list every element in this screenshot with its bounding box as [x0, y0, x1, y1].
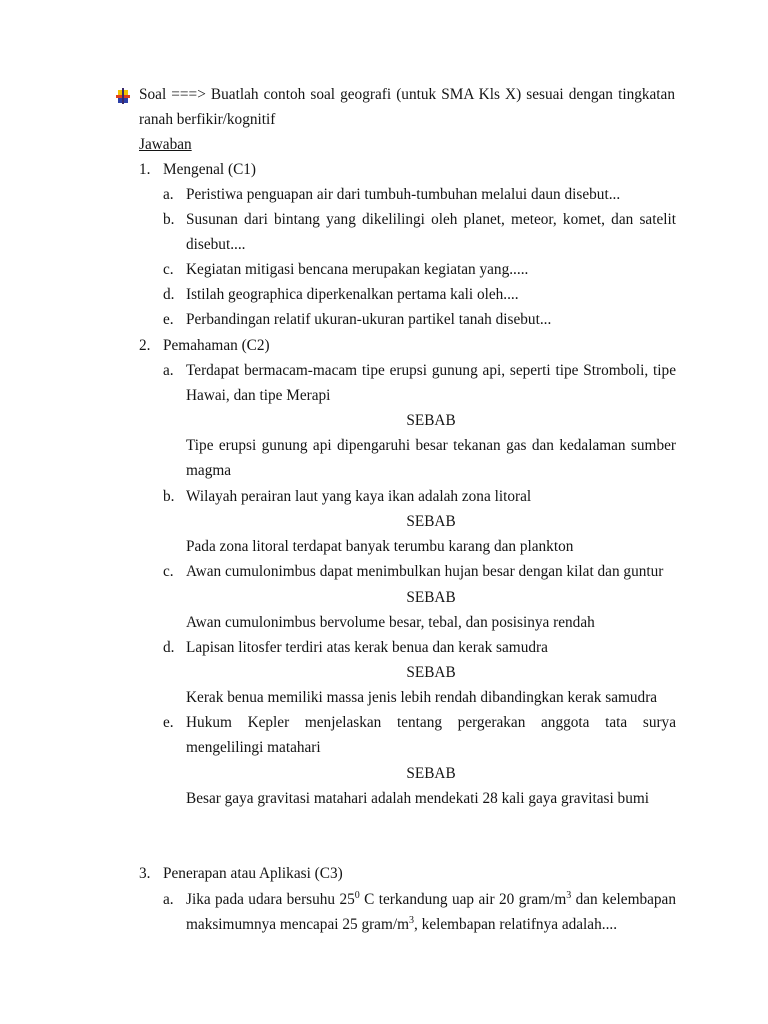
- connector-label: SEBAB: [406, 412, 456, 429]
- text-segment: , kelembapan relatifnya adalah....: [414, 916, 618, 933]
- reason-text-line: Besar gaya gravitasi matahari adalah mendekati 28 kali gaya gravitasi bumi: [186, 790, 649, 807]
- connector-label: SEBAB: [406, 589, 456, 606]
- section-number: 2.: [139, 337, 151, 354]
- item-text-line: Hawai, dan tipe Merapi: [186, 387, 331, 404]
- reason-text-line: Awan cumulonimbus bervolume besar, tebal, dan posisinya rendah: [186, 614, 595, 631]
- item-text-line: Terdapat bermacam-macam tipe erupsi gunung api, seperti tipe Stromboli, tipe: [186, 362, 676, 379]
- item-letter: e.: [163, 311, 174, 328]
- item-letter: a.: [163, 891, 174, 908]
- item-text-line: [186, 915, 676, 935]
- section-number: 3.: [139, 865, 151, 882]
- item-text-line: Wilayah perairan laut yang kaya ikan adalah zona litoral: [186, 488, 532, 505]
- text-segment: dan kelembapan: [571, 891, 676, 908]
- item-text-line: Lapisan litosfer terdiri atas kerak benua dan kerak samudra: [186, 639, 548, 656]
- section-title: Pemahaman (C2): [163, 337, 270, 354]
- text-segment: maksimumnya mencapai 25 gram/m: [186, 916, 410, 933]
- answer-label: Jawaban: [139, 136, 192, 153]
- item-letter: d.: [163, 286, 175, 303]
- item-letter: a.: [163, 186, 174, 203]
- item-letter: d.: [163, 639, 175, 656]
- bullet-cross-icon: [115, 88, 131, 104]
- section-title: Mengenal (C1): [163, 161, 257, 178]
- superscript: 3: [409, 915, 415, 926]
- item-letter: b.: [163, 211, 175, 228]
- section-number: 1.: [139, 161, 151, 178]
- reason-text-line: magma: [186, 462, 232, 479]
- connector-label: SEBAB: [406, 664, 456, 681]
- superscript: 3: [566, 890, 572, 901]
- superscript: 0: [354, 890, 360, 901]
- item-text-line: Peristiwa penguapan air dari tumbuh-tumbuhan melalui daun disebut...: [186, 186, 621, 203]
- item-text-line: mengelilingi matahari: [186, 739, 321, 756]
- item-text-line: Kegiatan mitigasi bencana merupakan kegiatan yang.....: [186, 261, 529, 278]
- text-segment: C terkandung uap air 20 gram/m: [359, 891, 567, 908]
- item-text-line: Perbandingan relatif ukuran-ukuran partikel tanah disebut...: [186, 311, 552, 328]
- item-letter: a.: [163, 362, 174, 379]
- item-letter: b.: [163, 488, 175, 505]
- connector-label: SEBAB: [406, 513, 456, 530]
- item-text-line: Hukum Kepler menjelaskan tentang pergerakan anggota tata surya: [186, 714, 676, 731]
- item-text-line: Istilah geographica diperkenalkan pertama kali oleh....: [186, 286, 519, 303]
- item-letter: c.: [163, 563, 174, 580]
- item-text-line: Awan cumulonimbus dapat menimbulkan hujan besar dengan kilat dan guntur: [186, 563, 664, 580]
- reason-text-line: Kerak benua memiliki massa jenis lebih rendah dibandingkan kerak samudra: [186, 689, 658, 706]
- item-letter: e.: [163, 714, 174, 731]
- item-text-line: [186, 890, 676, 910]
- item-letter: c.: [163, 261, 174, 278]
- section-title: Penerapan atau Aplikasi (C3): [163, 865, 343, 882]
- text-segment: Jika pada udara bersuhu 25: [186, 891, 355, 908]
- connector-label: SEBAB: [406, 765, 456, 782]
- item-text-line: disebut....: [186, 236, 246, 253]
- question-text-line: Soal ===> Buatlah contoh soal geografi (untuk SMA Kls X) sesuai dengan tingkatan: [139, 86, 675, 103]
- reason-text-line: Pada zona litoral terdapat banyak terumbu karang dan plankton: [186, 538, 574, 555]
- question-text-line: ranah berfikir/kognitif: [139, 111, 276, 128]
- reason-text-line: Tipe erupsi gunung api dipengaruhi besar tekanan gas dan kedalaman sumber: [186, 437, 676, 454]
- item-text-line: Susunan dari bintang yang dikelilingi oleh planet, meteor, komet, dan satelit: [186, 211, 676, 228]
